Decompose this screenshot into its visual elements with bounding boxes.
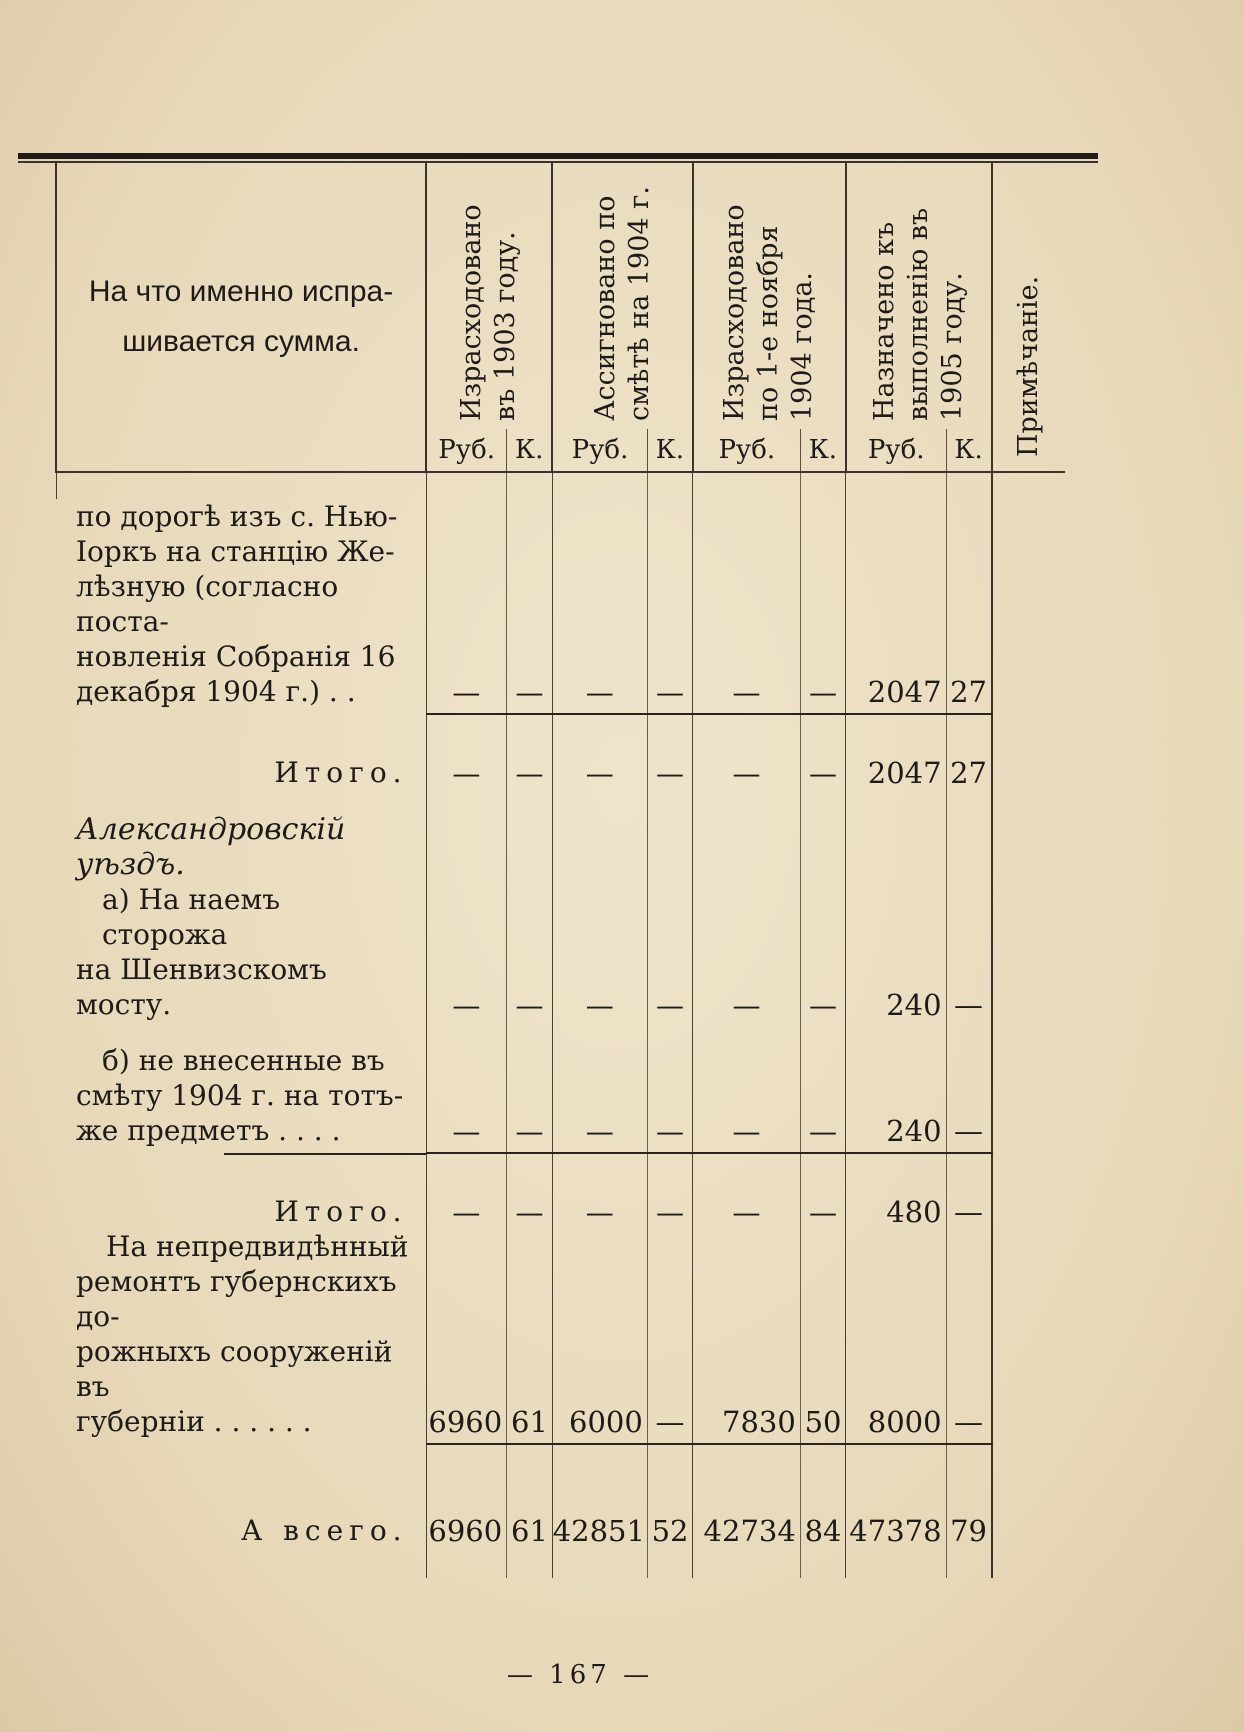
row-total-label: Итого. [274, 756, 408, 789]
cell-rub: 6960 [426, 1444, 507, 1548]
row-grand-total-label: А всего. [241, 1514, 408, 1547]
cell-dash: — [426, 882, 507, 1022]
cell-dash: — [426, 499, 507, 709]
cell-kop: 27 [946, 714, 991, 790]
cell-dash: — [647, 714, 692, 790]
cell-dash: — [507, 499, 552, 709]
cell-dash: — [507, 1022, 552, 1148]
cell-rub: 240 [846, 1022, 946, 1148]
cell-dash: — [552, 882, 647, 1022]
cell-dash: — [800, 499, 845, 709]
cell-dash: — [800, 714, 845, 790]
cell-rub: 6960 [426, 1229, 507, 1439]
cell-rub: 2047 [846, 499, 946, 709]
cell-dash: — [693, 882, 801, 1022]
header-text: Назначено къ [868, 221, 900, 421]
page-number: — 167 — [506, 1660, 654, 1690]
unit-rub: Руб. [552, 429, 647, 472]
desc-line: рожныхъ сооруженій въ [76, 1335, 393, 1403]
cell-kop: — [946, 1229, 991, 1439]
cell-kop: — [647, 1229, 692, 1439]
cell-dash: — [426, 1022, 507, 1148]
cell-dash: — [693, 714, 801, 790]
desc-line: смѣту 1904 г. на тотъ- [76, 1079, 404, 1112]
header-desc-line: На что именно испра- [88, 275, 394, 308]
cell-kop: 52 [647, 1444, 692, 1548]
cell-dash: — [800, 1153, 845, 1229]
row-description [56, 1229, 426, 1439]
header-text: Израсходовано [719, 204, 751, 421]
cell-dash: — [552, 714, 647, 790]
column-header-spent-1903 [426, 163, 552, 429]
cell-rub: 240 [846, 882, 946, 1022]
cell-dash: — [647, 882, 692, 1022]
table-row-section [56, 790, 1065, 882]
cell-rub: 7830 [693, 1229, 801, 1439]
cell-dash: — [800, 1022, 845, 1148]
table-row-road [56, 499, 1065, 709]
table-row-total-1 [56, 714, 1065, 790]
header-text: выполненію въ [902, 207, 934, 421]
cell-dash: — [800, 882, 845, 1022]
header-text: смѣтѣ на 1904 г. [623, 186, 655, 421]
column-header-assigned-1904 [552, 163, 693, 429]
cell-kop: 84 [800, 1444, 845, 1548]
desc-line: по дорогѣ изъ с. Нью- [76, 500, 398, 533]
cell-dash: — [552, 1022, 647, 1148]
desc-line: ремонтъ губернскихъ до- [76, 1265, 397, 1333]
table-row-guard-b [56, 1022, 1065, 1148]
cell-kop: 79 [946, 1444, 991, 1548]
row-description [56, 882, 426, 1022]
top-double-rule [18, 153, 1098, 159]
header-text: Израсходовано [456, 204, 488, 421]
cell-dash: — [693, 499, 801, 709]
cell-rub: 2047 [846, 714, 946, 790]
cell-dash: — [552, 1153, 647, 1229]
cell-kop: 61 [507, 1444, 552, 1548]
cell-dash: — [507, 714, 552, 790]
cell-rub: 42851 [552, 1444, 647, 1548]
cell-kop: — [946, 1022, 991, 1148]
unit-rub: Руб. [693, 429, 801, 472]
row-description [56, 1022, 426, 1148]
desc-line: на Шенвизскомъ мосту. [76, 953, 327, 1021]
column-header-remarks [992, 163, 1065, 472]
cell-dash: — [426, 714, 507, 790]
unit-rub: Руб. [846, 429, 946, 472]
cell-rub: 8000 [846, 1229, 946, 1439]
desc-line: б) не внесенные въ [102, 1044, 385, 1077]
header-text: 1904 года. [787, 271, 819, 421]
desc-line: лѣзную (согласно поста- [76, 570, 339, 638]
row-description [56, 499, 426, 709]
cell-dash: — [507, 882, 552, 1022]
unit-kop: К. [647, 429, 692, 472]
unit-kop: К. [800, 429, 845, 472]
header-desc-line: шивается сумма. [122, 325, 360, 358]
cell-dash: — [693, 1153, 801, 1229]
desc-line: Іоркъ на станцію Же- [76, 535, 395, 568]
header-text: по 1-е ноября [753, 225, 785, 421]
ledger-table [55, 163, 1065, 1578]
cell-kop: 50 [800, 1229, 845, 1439]
desc-line: декабря 1904 г.) . . [76, 675, 356, 708]
unit-kop: К. [507, 429, 552, 472]
desc-line: же предметъ . . . . [76, 1114, 341, 1147]
header-text: въ 1903 году. [490, 231, 522, 421]
cell-kop: 61 [507, 1229, 552, 1439]
cell-dash: — [426, 1153, 507, 1229]
cell-dash: — [693, 1022, 801, 1148]
unit-rub: Руб. [426, 429, 507, 472]
table-row-grand-total [56, 1444, 1065, 1548]
desc-line: новленія Собранія 16 [76, 640, 396, 673]
cell-rub: 480 [846, 1153, 946, 1229]
section-heading: Александровскій уѣздъ. [76, 812, 346, 882]
unit-kop: К. [946, 429, 991, 472]
cell-dash: — [647, 1153, 692, 1229]
cell-dash: — [647, 499, 692, 709]
header-text: Ассигновано по [589, 195, 621, 421]
cell-rub: 47378 [846, 1444, 946, 1548]
table-row-guard-a [56, 882, 1065, 1022]
cell-kop: — [946, 882, 991, 1022]
cell-dash: — [647, 1022, 692, 1148]
header-row [56, 163, 1065, 429]
desc-line: На непредвидѣнный [106, 1230, 409, 1263]
column-header-planned-1905 [846, 163, 992, 429]
table-row-total-2 [56, 1153, 1065, 1229]
cell-kop: 27 [946, 499, 991, 709]
column-header-description [56, 163, 426, 472]
cell-rub: 6000 [552, 1229, 647, 1439]
header-text: 1905 году. [936, 272, 968, 421]
cell-dash: — [507, 1153, 552, 1229]
header-text: Примѣчаніе. [1012, 275, 1044, 457]
column-header-spent-1904 [693, 163, 846, 429]
desc-line: а) На наемъ сторожа [102, 883, 281, 951]
row-total-label: Итого. [274, 1195, 408, 1228]
table-row-repair [56, 1229, 1065, 1439]
cell-rub: 42734 [693, 1444, 801, 1548]
cell-dash: — [552, 499, 647, 709]
desc-line: губерніи . . . . . . [76, 1405, 312, 1438]
cell-kop: — [946, 1153, 991, 1229]
